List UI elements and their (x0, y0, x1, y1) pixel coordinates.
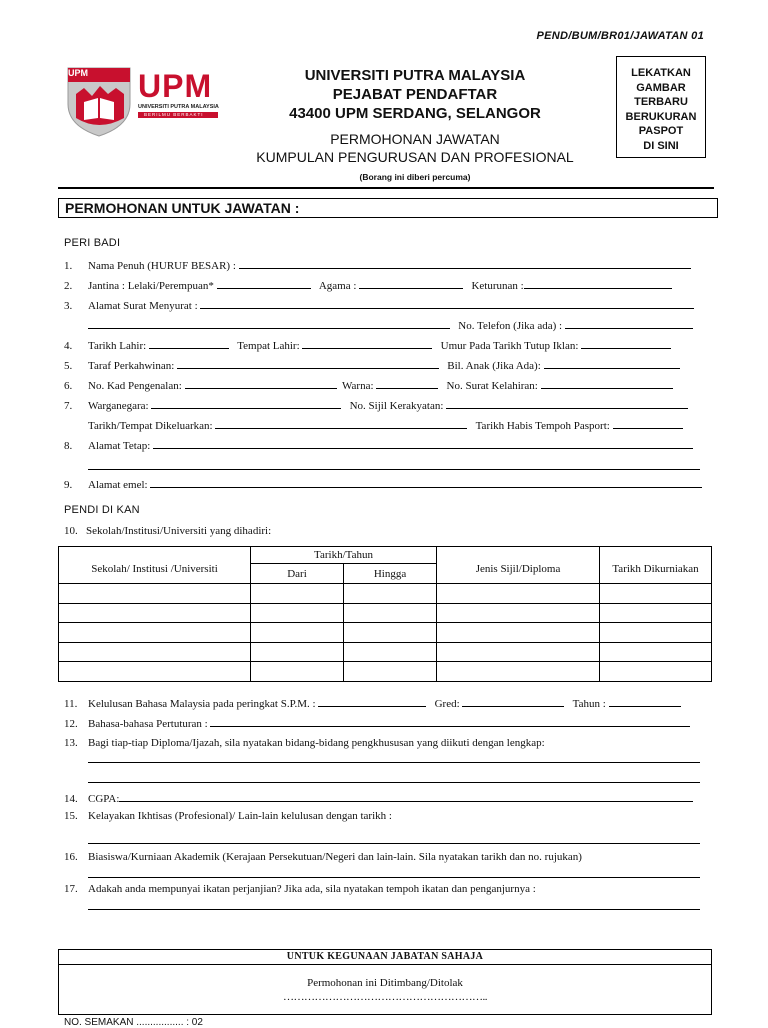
cell[interactable] (600, 662, 712, 682)
cell[interactable] (251, 584, 344, 604)
cell[interactable] (59, 642, 251, 662)
item-number: 8. (64, 440, 73, 452)
field-scholarship (64, 851, 704, 865)
logo-subtitle: UNIVERSITI PUTRA MALAYSIA (138, 104, 219, 110)
age-input[interactable] (581, 338, 671, 349)
field-phone[interactable] (64, 318, 704, 332)
field-marital[interactable] (64, 358, 704, 372)
col-certificate: Jenis Sijil/Diploma (437, 547, 600, 584)
item-number: 16. (64, 851, 78, 863)
table-header-row (59, 547, 712, 564)
section-personal-title: PERI BADI (64, 237, 121, 249)
race-input[interactable] (524, 278, 672, 289)
office-decision-text: Permohonan ini Ditimbang/Ditolak (307, 977, 463, 989)
item-number: 10. (64, 525, 78, 537)
cell[interactable] (59, 603, 251, 623)
table-row[interactable] (59, 623, 712, 643)
position-applied-label: PERMOHONAN UNTUK JAWATAN : (65, 200, 300, 216)
qualifications-line-input[interactable] (88, 842, 700, 844)
ic-color-input[interactable] (376, 378, 438, 389)
field-label: Tempat Lahir: (237, 340, 300, 352)
field-label: Tarikh Habis Tempoh Pasport: (475, 420, 610, 432)
field-label: No. Surat Kelahiran: (446, 380, 538, 392)
field-label: Umur Pada Tarikh Tutup Iklan: (440, 340, 579, 352)
office-use-box (58, 949, 712, 1015)
field-label: CGPA: (88, 793, 120, 805)
languages-input[interactable] (210, 716, 690, 727)
item-number: 1. (64, 260, 73, 272)
year-input[interactable] (609, 696, 681, 707)
field-email[interactable] (64, 477, 704, 491)
header-university: UNIVERSITI PUTRA MALAYSIA (304, 67, 526, 84)
cell[interactable] (600, 603, 712, 623)
item-number: 11. (64, 698, 78, 710)
col-school: Sekolah/ Institusi /Universiti (59, 547, 251, 584)
field-schools-attended (64, 525, 704, 539)
specialization-line-input[interactable] (88, 781, 700, 783)
ic-number-input[interactable] (185, 378, 337, 389)
field-label: Biasiswa/Kurniaan Akademik (Kerajaan Persekutuan/Negeri dan lain-lain. Sila nyatakan tarikh dan no. rujukan) (88, 851, 582, 863)
col-to: Hingga (344, 564, 437, 584)
upm-logo (64, 66, 224, 138)
section-education-title: PENDI DI KAN (64, 504, 140, 516)
cell[interactable] (251, 623, 344, 643)
office-dotted-line: ………………………………………………….. (283, 991, 487, 1003)
col-from: Dari (251, 564, 344, 584)
field-permanent-address[interactable] (64, 438, 704, 452)
field-full-name[interactable] (64, 258, 704, 272)
field-languages[interactable] (64, 716, 704, 730)
phone-input[interactable] (565, 318, 693, 329)
field-label: Alamat emel: (88, 479, 148, 491)
citizenship-input[interactable] (151, 398, 341, 409)
field-label: Taraf Perkahwinan: (88, 360, 175, 372)
cell[interactable] (344, 603, 437, 623)
office-use-title: UNTUK KEGUNAAN JABATAN SAHAJA (59, 950, 711, 965)
field-label: Bagi tiap-tiap Diploma/Ijazah, sila nyatakan bidang-bidang pengkhususan yang diikuti dengan lengkap: (88, 737, 545, 749)
form-reference-code: PEND/BUM/BR01/JAWATAN 01 (536, 30, 704, 42)
field-label: Tarikh/Tempat Dikeluarkan: (88, 420, 213, 432)
field-label: Gred: (434, 698, 460, 710)
item-number: 6. (64, 380, 73, 392)
photo-line: LEKATKAN (631, 67, 691, 79)
spm-malay-input[interactable] (318, 696, 426, 707)
cell[interactable] (344, 623, 437, 643)
marital-status-input[interactable] (177, 358, 439, 369)
citizenship-cert-input[interactable] (446, 398, 688, 409)
field-bond (64, 883, 704, 897)
field-label: No. Telefon (Jika ada) : (458, 320, 563, 332)
field-gender-religion-race[interactable] (64, 278, 704, 292)
scholarship-line-input[interactable] (88, 876, 700, 878)
passport-expiry-input[interactable] (613, 418, 683, 429)
logo-wordmark: UPM (138, 68, 213, 104)
footer-revision-number: NO. SEMAKAN ................. : 02 (64, 1017, 203, 1028)
cell[interactable] (437, 642, 600, 662)
field-label: Bahasa-bahasa Pertuturan : (88, 718, 208, 730)
cell[interactable] (437, 623, 600, 643)
header-divider (58, 187, 714, 189)
header-address: 43400 UPM SERDANG, SELANGOR (289, 105, 541, 122)
table-row[interactable] (59, 584, 712, 604)
item-number: 7. (64, 400, 73, 412)
birth-date-input[interactable] (149, 338, 229, 349)
permanent-address-line2-input[interactable] (88, 468, 700, 470)
item-number: 14. (64, 793, 78, 805)
full-name-input[interactable] (239, 258, 691, 269)
col-award-date: Tarikh Dikurniakan (600, 547, 712, 584)
field-mailing-address[interactable] (64, 298, 704, 312)
cell[interactable] (344, 662, 437, 682)
grade-input[interactable] (462, 696, 564, 707)
logo-badge-text: UPM (68, 68, 88, 78)
bond-line-input[interactable] (88, 908, 700, 910)
item-number: 4. (64, 340, 73, 352)
specialization-line-input[interactable] (88, 761, 700, 763)
permanent-address-input[interactable] (153, 438, 693, 449)
item-number: 13. (64, 737, 78, 749)
cell[interactable] (600, 584, 712, 604)
field-label: Sekolah/Institusi/Universiti yang dihadiri: (86, 525, 272, 537)
cell[interactable] (59, 584, 251, 604)
cell[interactable] (437, 603, 600, 623)
cell[interactable] (600, 642, 712, 662)
field-ic[interactable] (64, 378, 704, 392)
photo-line: GAMBAR (636, 81, 686, 94)
cell[interactable] (251, 662, 344, 682)
cell[interactable] (344, 642, 437, 662)
field-spm-malay[interactable] (64, 696, 704, 710)
cell[interactable] (59, 623, 251, 643)
header-free-note: (Borang ini diberi percuma) (359, 172, 471, 182)
cgpa-input[interactable] (119, 791, 693, 802)
item-number: 17. (64, 883, 78, 895)
religion-input[interactable] (359, 278, 463, 289)
position-applied-box[interactable] (58, 198, 718, 218)
field-label: Warna: (342, 380, 374, 392)
field-label: Kelayakan Ikhtisas (Profesional)/ Lain-lain kelulusan dengan tarikh : (88, 810, 392, 822)
field-label: Agama : (318, 280, 357, 292)
field-citizenship[interactable] (64, 398, 704, 412)
header-form-title: PERMOHONAN JAWATAN (330, 131, 500, 147)
photo-line: PASPOT (638, 125, 684, 137)
table-row[interactable] (59, 662, 712, 682)
field-label: Keturunan : (471, 280, 524, 292)
education-table (58, 546, 712, 682)
photo-line: BERUKURAN (625, 110, 697, 123)
cell[interactable] (344, 584, 437, 604)
photo-line: TERBARU (634, 96, 688, 108)
field-label: Adakah anda mempunyai ikatan perjanjian? Jika ada, sila nyatakan tempoh ikatan dan penganjurnya : (88, 883, 536, 895)
cell[interactable] (59, 662, 251, 682)
field-label: Bil. Anak (Jika Ada): (447, 360, 541, 372)
cell[interactable] (437, 584, 600, 604)
item-number: 3. (64, 300, 73, 312)
field-label: Tahun : (572, 698, 606, 710)
field-label: Nama Penuh (HURUF BESAR) : (88, 260, 236, 272)
cell[interactable] (251, 603, 344, 623)
mailing-address-input[interactable] (200, 298, 694, 309)
field-label: No. Sijil Kerakyatan: (349, 400, 444, 412)
birth-place-input[interactable] (302, 338, 432, 349)
header-form-group: KUMPULAN PENGURUSAN DAN PROFESIONAL (256, 149, 574, 165)
col-year: Tarikh/Tahun (251, 547, 437, 564)
birth-cert-input[interactable] (541, 378, 673, 389)
item-number: 15. (64, 810, 78, 822)
table-row[interactable] (59, 642, 712, 662)
field-professional-qualifications (64, 810, 704, 824)
field-specialization (64, 737, 704, 751)
field-label: Alamat Surat Menyurat : (88, 300, 198, 312)
field-passport[interactable] (64, 418, 704, 432)
field-label: No. Kad Pengenalan: (88, 380, 182, 392)
children-count-input[interactable] (544, 358, 680, 369)
cell[interactable] (437, 662, 600, 682)
field-label: Warganegara: (88, 400, 149, 412)
field-cgpa[interactable] (64, 791, 704, 805)
mailing-address-line2-input[interactable] (88, 318, 450, 329)
photo-placeholder-box (616, 56, 706, 158)
item-number: 9. (64, 479, 73, 491)
cell[interactable] (251, 642, 344, 662)
field-label: Kelulusan Bahasa Malaysia pada peringkat S.P.M. : (88, 698, 316, 710)
item-number: 5. (64, 360, 73, 372)
field-label: Jantina : Lelaki/Perempuan* (88, 280, 214, 292)
header-office: PEJABAT PENDAFTAR (332, 86, 498, 103)
item-number: 2. (64, 280, 73, 292)
logo-motto: BERILMU BERBAKTI (144, 112, 204, 117)
cell[interactable] (600, 623, 712, 643)
field-label: Alamat Tetap: (88, 440, 151, 452)
field-label: Tarikh Lahir: (88, 340, 147, 352)
item-number: 12. (64, 718, 78, 730)
table-row[interactable] (59, 603, 712, 623)
email-input[interactable] (150, 477, 702, 488)
gender-input[interactable] (217, 278, 311, 289)
photo-line: DI SINI (643, 139, 679, 152)
issue-date-place-input[interactable] (215, 418, 467, 429)
field-birth[interactable] (64, 338, 704, 352)
